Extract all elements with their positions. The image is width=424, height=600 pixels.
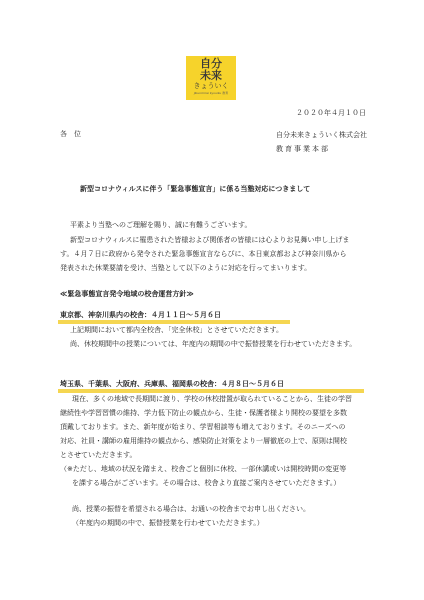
company-name: 自分未来きょういく株式会社 — [276, 131, 367, 139]
closing-line: 尚、授業の振替を希望される場合は、お通いの校舎までお申し出ください。 — [72, 505, 310, 513]
section2-line: 現在、多くの地域で長期間に渡り、学校の休校措置が取られていることから、生徒の学習 — [72, 395, 352, 403]
section1-line: 上記期間において都内全校舎、「完全休校」とさせていただきます。 — [70, 326, 283, 334]
section2-line: とさせていただきます。 — [60, 451, 137, 459]
section1-highlight — [58, 320, 290, 324]
document-title: 新型コロナウィルスに伴う「緊急事態宣言」に係る当塾対応につきまして — [80, 185, 311, 193]
section-heading: ≪緊急事態宣言発令地域の校舎運営方針≫ — [60, 290, 194, 298]
intro-line: す。４月７日に政府から発令された緊急事態宣言ならびに、本日東京都および神奈川県から — [60, 250, 347, 258]
section2-line: 継続性や学習習慣の維持、学力低下防止の観点から、生徒・保護者様より開校の要望を多数 — [60, 409, 347, 417]
section2-line: を課する場合がございます。その場合は、校舎より直接ご案内させていただきます。） — [72, 479, 341, 487]
section2-line: 対応、社員・講師の雇用維持の観点から、感染防止対策をより一層徹底の上で、原則は開校 — [60, 437, 347, 445]
section1-line: 尚、休校期間中の授業については、年度内の期間の中で振替授業を行わせていただきます。 — [70, 340, 357, 348]
recipient: 各 位 — [60, 130, 81, 138]
section2-highlight — [58, 389, 364, 393]
department-name: 教育事業本部 — [276, 145, 330, 153]
logo-text-line3: きょういく — [193, 82, 229, 90]
section2-line: 頂戴しております。また、新年度が始まり、学習相談等も増えております。そのニーズへの — [60, 423, 346, 431]
intro-line: 発表された休業要請を受け、当塾として以下のように対応を行ってまいります。 — [60, 264, 312, 272]
closing-line: （年度内の期間の中で、振替授業を行わせていただきます。） — [72, 519, 264, 527]
section2-heading: 埼玉県、千葉県、大阪府、兵庫県、福岡県の校舎：４月８日～５月６日 — [60, 380, 284, 388]
document-date: ２０２０年４月１０日 — [296, 109, 366, 117]
intro-line: 新型コロナウィルスに罹患された皆様および関係者の皆様には心よりお見舞い申し上げま — [70, 236, 350, 244]
section2-line: （※ただし、地域の状況を踏まえ、校舎ごと個別に休校、一部休講或いは開校時間の変更等 — [60, 465, 347, 473]
logo-text-line2: 未来 — [200, 69, 222, 82]
logo-text-line1: 自分 — [200, 57, 222, 70]
intro-line: 平素より当塾へのご理解を賜り、誠に有難うございます。 — [70, 221, 252, 229]
company-logo — [186, 56, 236, 100]
section1-heading: 東京都、神奈川県内の校舎：４月１１日～５月６日 — [60, 311, 221, 319]
logo-text-line4: jibunmirai kyouiku 教育 — [193, 91, 229, 95]
